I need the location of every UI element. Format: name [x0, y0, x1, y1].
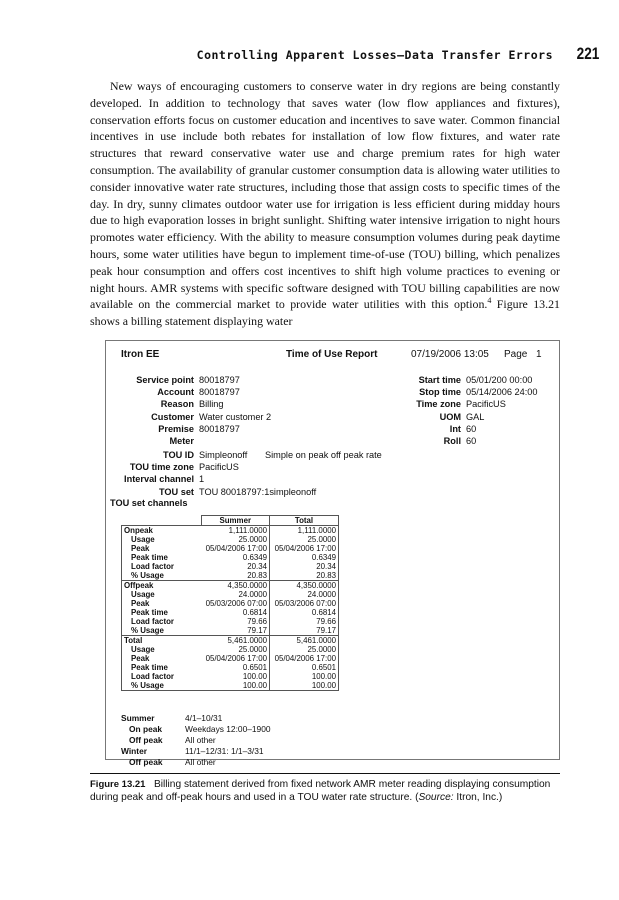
summer-cell: 100.00	[201, 672, 270, 681]
field-value: 60	[466, 423, 477, 434]
row-label: Peak time	[122, 663, 202, 672]
field-label: Time zone	[416, 399, 461, 410]
left-fields	[106, 374, 271, 447]
field-value: 80018797	[199, 387, 240, 398]
row-label: Peak	[122, 599, 202, 608]
table-row	[122, 672, 339, 681]
table-group-row	[122, 581, 339, 591]
summer-cell: 4,350.0000	[201, 581, 270, 591]
footnote-ref: 4	[487, 296, 492, 306]
field-row	[361, 435, 538, 447]
field-row	[361, 398, 538, 410]
body-text	[90, 78, 560, 330]
row-label: Peak	[122, 654, 202, 663]
total-cell: 0.6501	[270, 663, 339, 672]
row-label: Usage	[122, 535, 202, 544]
table-row	[122, 626, 339, 636]
row-label: Usage	[122, 645, 202, 654]
row-label: Peak	[122, 544, 202, 553]
figure-caption: Figure 13.21 Billing statement derived from fixed network AMR meter reading displaying consumption during peak and off-peak hours and used in a TOU water rate structure. (Source: Itron, Inc.)	[90, 779, 551, 804]
summer-cell: 79.17	[201, 626, 270, 636]
running-head-title: Controlling Apparent Losses—Data Transfer Errors	[196, 48, 553, 62]
field-label: Stop time	[419, 387, 461, 398]
field-row	[106, 473, 316, 485]
figure-label: Figure 13.21	[90, 779, 146, 790]
total-cell: 20.34	[270, 562, 339, 571]
field-value: TOU 80018797:1simpleonoff	[199, 486, 317, 497]
table-header-total: Total	[270, 516, 339, 526]
total-cell: 24.0000	[270, 590, 339, 599]
total-cell: 100.00	[270, 672, 339, 681]
field-label: Start time	[418, 375, 461, 385]
field-label: Service point	[136, 375, 194, 385]
summer-cell: 05/04/2006 17:00	[201, 544, 270, 553]
season-row	[121, 735, 271, 746]
caption-rule	[90, 773, 560, 774]
field-label: Int	[449, 423, 461, 434]
total-cell: 1,111.0000	[270, 526, 339, 536]
season-row	[121, 713, 271, 724]
season-value: All other	[185, 756, 216, 767]
field-value: PacificUS	[199, 462, 239, 473]
field-label: TOU ID	[163, 450, 194, 460]
total-cell: 0.6814	[270, 608, 339, 617]
field-row	[106, 411, 271, 423]
field-label: Reason	[160, 399, 194, 410]
field-value: 05/14/2006 24:00	[466, 387, 538, 398]
field-label: Roll	[443, 436, 461, 447]
report-page-value: 1	[536, 349, 542, 360]
paragraph-tail: Figure 13.21 shows a billing statement displaying water	[90, 297, 560, 329]
tou-id-description: Simple on peak off peak rate	[265, 450, 382, 460]
field-value: GAL	[466, 411, 485, 422]
group-label: Total	[122, 636, 202, 646]
season-row	[121, 757, 271, 768]
table-row	[122, 562, 339, 571]
tou-set-channels-label: TOU set channels	[110, 498, 188, 508]
field-row	[106, 398, 271, 410]
season-row	[121, 746, 271, 757]
field-value: PacificUS	[466, 399, 506, 410]
summer-cell: 05/04/2006 17:00	[201, 654, 270, 663]
field-row	[106, 435, 271, 447]
season-label: Summer	[121, 713, 155, 723]
field-row	[106, 423, 271, 435]
field-row	[361, 411, 538, 423]
field-row	[361, 386, 538, 398]
season-value: 11/1–12/31: 1/1–3/31	[185, 745, 264, 756]
group-label: Onpeak	[122, 526, 202, 536]
report-page-label: Page	[504, 349, 528, 360]
table-row	[122, 544, 339, 553]
total-cell: 25.0000	[270, 535, 339, 544]
group-label: Offpeak	[122, 581, 202, 591]
table-row	[122, 608, 339, 617]
table-row	[122, 654, 339, 663]
row-label: Load factor	[122, 672, 202, 681]
field-label: TOU time zone	[129, 462, 194, 473]
tou-table	[121, 515, 339, 691]
row-label: Load factor	[122, 617, 202, 626]
table-row	[122, 681, 339, 691]
field-label: UOM	[439, 411, 461, 422]
season-definitions	[121, 713, 271, 768]
row-label: % Usage	[122, 626, 202, 636]
row-label: Peak time	[122, 553, 202, 562]
total-cell: 100.00	[270, 681, 339, 691]
table-row	[122, 617, 339, 626]
field-row	[106, 461, 316, 473]
summer-cell: 79.66	[201, 617, 270, 626]
field-label: Meter	[169, 436, 194, 447]
summer-cell: 0.6501	[201, 663, 270, 672]
summer-cell: 0.6814	[201, 608, 270, 617]
season-value: All other	[185, 734, 216, 745]
body-paragraph	[90, 78, 560, 330]
running-head	[90, 46, 599, 66]
page-number: 221	[576, 44, 599, 63]
total-cell: 5,461.0000	[270, 636, 339, 646]
season-label: Off peak	[129, 734, 163, 745]
caption-text: Billing statement derived from fixed network AMR meter reading displaying consumption during peak and off-peak hours and used in a TOU water rate structure.	[90, 779, 551, 804]
total-cell: 05/03/2006 07:00	[270, 599, 339, 608]
field-label: Account	[157, 387, 194, 398]
field-row	[361, 423, 538, 435]
summer-cell: 1,111.0000	[201, 526, 270, 536]
season-label: Winter	[121, 745, 147, 756]
table-row	[122, 535, 339, 544]
field-row	[106, 386, 271, 398]
summer-cell: 100.00	[201, 681, 270, 691]
season-value: 4/1–10/31	[185, 713, 223, 723]
summer-cell: 5,461.0000	[201, 636, 270, 646]
summer-cell: 0.6349	[201, 553, 270, 562]
summer-cell: 20.83	[201, 571, 270, 581]
field-value: 80018797	[199, 423, 240, 434]
right-fields	[361, 374, 538, 447]
total-cell: 25.0000	[270, 645, 339, 654]
table-group-row	[122, 526, 339, 536]
season-value: Weekdays 12:00–1900	[185, 723, 271, 734]
field-value: 80018797	[199, 375, 240, 385]
table-header-blank	[122, 516, 202, 526]
field-value: 05/01/200 00:00	[466, 375, 533, 385]
field-value: Simpleonoff	[199, 450, 248, 460]
caption-source-label: Source:	[418, 792, 454, 804]
field-value: 60	[466, 436, 477, 447]
table-header-row	[122, 516, 339, 526]
row-label: % Usage	[122, 681, 202, 691]
total-cell: 20.83	[270, 571, 339, 581]
row-label: Load factor	[122, 562, 202, 571]
field-row	[106, 374, 271, 386]
field-label: Interval channel	[124, 474, 194, 485]
table-group-row	[122, 636, 339, 646]
table-row	[122, 553, 339, 562]
row-label: Usage	[122, 590, 202, 599]
paragraph-main: New ways of encouraging customers to conserve water in dry regions are being constantly developed. In addition to technology that saves water (low flow appliances and fixtures), conservation efforts focus on customer education and incentives to save water. Common financial incentives in use include both rebates for installation of low flow fixtures, and water rate structures that reward conservative water use and charge premium rates for high water consumption. The availability of granular customer consumption data is allowing water utilities to consider innovative water rate structures, including those that assign costs to specific times of the day. In dry, sunny climates outdoor water use for irrigation is less efficient during midday hours due to high evaporation losses in bright sunlight. Shifting water intensive irrigation to night hours promotes water efficiency. With the ability to measure consumption volumes during peak daytime hours, some water utilities have begun to implement time-of-use (TOU) billing, which penalizes peak hour consumption and offers cost incentives to shift high volume practices to evening or night hours. AMR systems with specific software designed with TOU billing capabilities are now available on the commercial market to provide water utilities with this option.	[90, 79, 560, 312]
caption-source-value: Itron, Inc.	[456, 792, 499, 804]
field-value: Billing	[199, 399, 224, 410]
season-label: On peak	[129, 723, 163, 734]
figure-billing-statement	[105, 340, 560, 767]
season-label: Off peak	[129, 756, 163, 767]
table-row	[122, 599, 339, 608]
total-cell: 05/04/2006 17:00	[270, 544, 339, 553]
row-label: % Usage	[122, 571, 202, 581]
total-cell: 79.17	[270, 626, 339, 636]
report-company: Itron EE	[121, 349, 160, 360]
total-cell: 4,350.0000	[270, 581, 339, 591]
report-title: Time of Use Report	[286, 349, 378, 360]
table-row	[122, 645, 339, 654]
summer-cell: 20.34	[201, 562, 270, 571]
total-cell: 05/04/2006 17:00	[270, 654, 339, 663]
table-row	[122, 571, 339, 581]
table-header-summer: Summer	[201, 516, 270, 526]
summer-cell: 25.0000	[201, 535, 270, 544]
season-row	[121, 724, 271, 735]
total-cell: 0.6349	[270, 553, 339, 562]
table-row	[122, 590, 339, 599]
table-row	[122, 663, 339, 672]
summer-cell: 24.0000	[201, 590, 270, 599]
field-row	[106, 486, 316, 498]
summer-cell: 25.0000	[201, 645, 270, 654]
field-value: Water customer 2	[199, 411, 272, 422]
field-label: Premise	[158, 423, 194, 434]
summer-cell: 05/03/2006 07:00	[201, 599, 270, 608]
field-value: 1	[199, 474, 205, 485]
total-cell: 79.66	[270, 617, 339, 626]
row-label: Peak time	[122, 608, 202, 617]
report-datetime: 07/19/2006 13:05	[411, 349, 489, 360]
field-row	[361, 374, 538, 386]
field-label: TOU set	[158, 486, 194, 497]
field-label: Customer	[151, 411, 194, 422]
